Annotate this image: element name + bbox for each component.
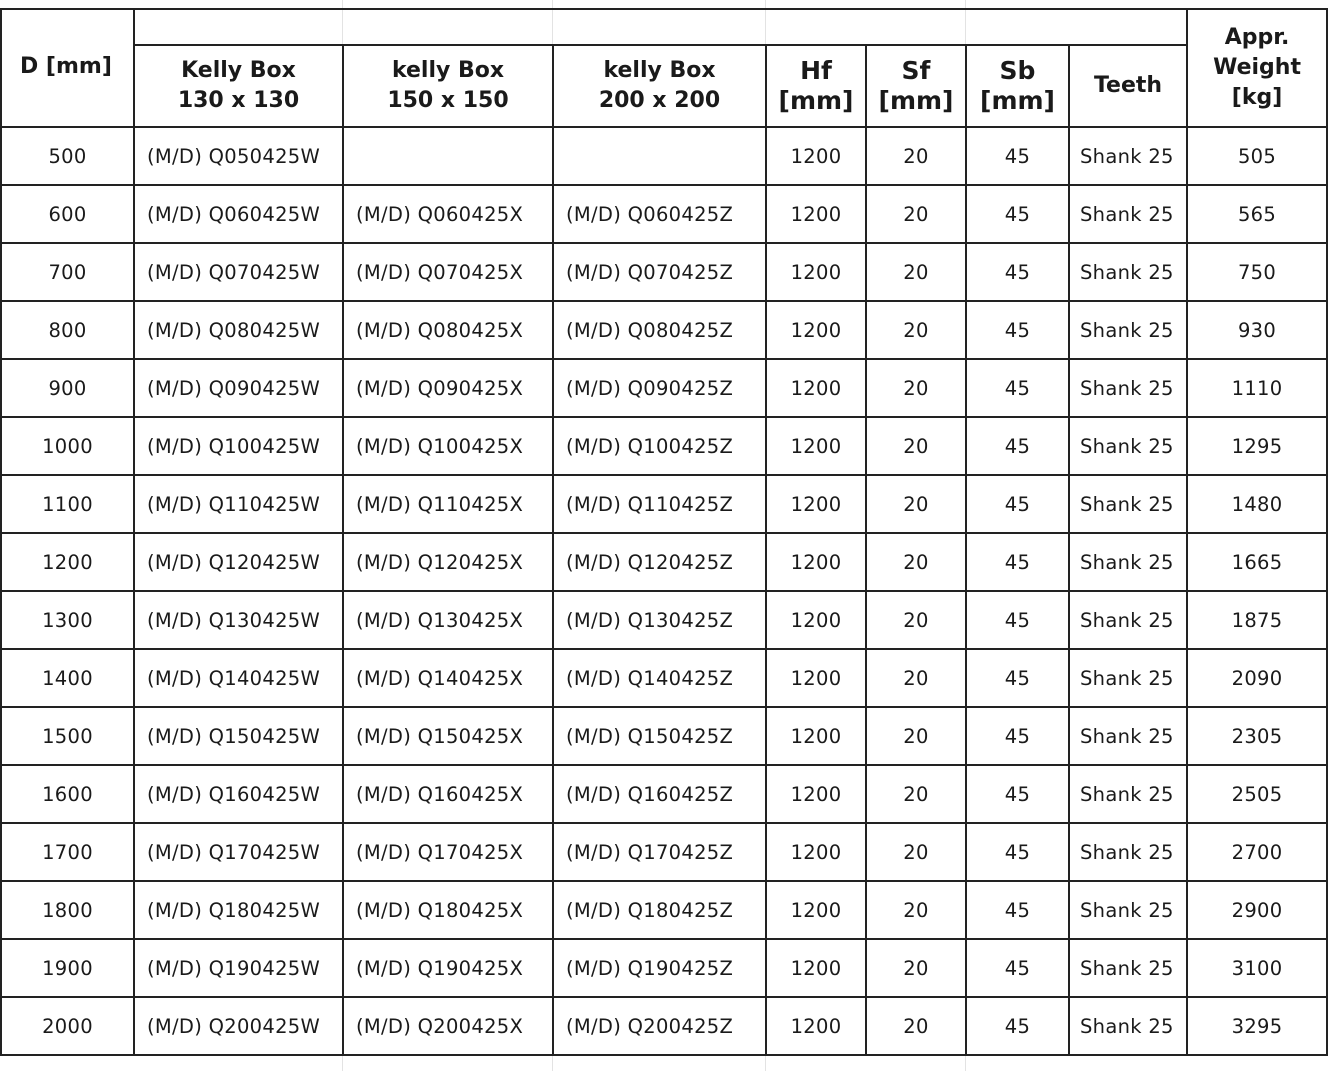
cell-sf: 20	[866, 765, 966, 823]
cell-weight: 1875	[1187, 591, 1327, 649]
drill-bucket-spec-table	[0, 8, 1328, 1056]
cell-teeth: Shank 25	[1069, 301, 1187, 359]
header-kelly-150-line2: 150 x 150	[387, 88, 509, 113]
cell-kelly-130-code: (M/D) Q180425W	[134, 881, 343, 939]
cell-hf: 1200	[766, 127, 866, 185]
cell-kelly-150-code: (M/D) Q200425X	[343, 997, 553, 1055]
cell-weight: 1110	[1187, 359, 1327, 417]
cell-teeth: Shank 25	[1069, 823, 1187, 881]
cell-sf: 20	[866, 591, 966, 649]
cell-diameter: 1100	[1, 475, 134, 533]
cell-kelly-200-code	[553, 127, 766, 185]
cell-kelly-130-code: (M/D) Q060425W	[134, 185, 343, 243]
cell-diameter: 1300	[1, 591, 134, 649]
cell-teeth: Shank 25	[1069, 127, 1187, 185]
table-row	[1, 475, 1327, 533]
cell-hf: 1200	[766, 823, 866, 881]
table-body	[1, 127, 1327, 1055]
cell-kelly-200-code: (M/D) Q200425Z	[553, 997, 766, 1055]
cell-kelly-150-code	[343, 127, 553, 185]
cell-kelly-200-code: (M/D) Q070425Z	[553, 243, 766, 301]
cell-sb: 45	[966, 301, 1069, 359]
cell-teeth: Shank 25	[1069, 243, 1187, 301]
cell-sb: 45	[966, 649, 1069, 707]
cell-sf: 20	[866, 939, 966, 997]
cell-kelly-150-code: (M/D) Q070425X	[343, 243, 553, 301]
cell-sb: 45	[966, 417, 1069, 475]
header-diameter-label: D [mm]	[20, 54, 112, 79]
cell-kelly-130-code: (M/D) Q140425W	[134, 649, 343, 707]
cell-teeth: Shank 25	[1069, 475, 1187, 533]
cell-kelly-150-code: (M/D) Q170425X	[343, 823, 553, 881]
cell-kelly-150-code: (M/D) Q100425X	[343, 417, 553, 475]
header-hf	[766, 45, 866, 127]
cell-hf: 1200	[766, 243, 866, 301]
cell-kelly-150-code: (M/D) Q110425X	[343, 475, 553, 533]
cell-kelly-130-code: (M/D) Q110425W	[134, 475, 343, 533]
header-sf	[866, 45, 966, 127]
cell-kelly-150-code: (M/D) Q190425X	[343, 939, 553, 997]
cell-diameter: 900	[1, 359, 134, 417]
cell-kelly-130-code: (M/D) Q200425W	[134, 997, 343, 1055]
cell-weight: 3100	[1187, 939, 1327, 997]
cell-diameter: 700	[1, 243, 134, 301]
cell-kelly-150-code: (M/D) Q060425X	[343, 185, 553, 243]
cell-teeth: Shank 25	[1069, 997, 1187, 1055]
table-row	[1, 185, 1327, 243]
cell-kelly-150-code: (M/D) Q120425X	[343, 533, 553, 591]
cell-sb: 45	[966, 359, 1069, 417]
header-kelly-130-line2: 130 x 130	[177, 88, 300, 113]
cell-sb: 45	[966, 533, 1069, 591]
cell-hf: 1200	[766, 591, 866, 649]
table-row	[1, 997, 1327, 1055]
cell-weight: 2505	[1187, 765, 1327, 823]
cell-hf: 1200	[766, 185, 866, 243]
cell-kelly-200-code: (M/D) Q140425Z	[553, 649, 766, 707]
cell-kelly-130-code: (M/D) Q130425W	[134, 591, 343, 649]
cell-hf: 1200	[766, 533, 866, 591]
cell-weight: 750	[1187, 243, 1327, 301]
cell-kelly-150-code: (M/D) Q140425X	[343, 649, 553, 707]
cell-diameter: 1400	[1, 649, 134, 707]
table-row	[1, 939, 1327, 997]
cell-diameter: 600	[1, 185, 134, 243]
cell-kelly-200-code: (M/D) Q130425Z	[553, 591, 766, 649]
table-row	[1, 881, 1327, 939]
cell-kelly-130-code: (M/D) Q070425W	[134, 243, 343, 301]
table-row	[1, 649, 1327, 707]
cell-diameter: 1700	[1, 823, 134, 881]
header-kelly-130-line1: Kelly Box	[181, 58, 296, 83]
cell-teeth: Shank 25	[1069, 185, 1187, 243]
cell-teeth: Shank 25	[1069, 939, 1187, 997]
cell-kelly-200-code: (M/D) Q160425Z	[553, 765, 766, 823]
table-row	[1, 765, 1327, 823]
cell-sf: 20	[866, 243, 966, 301]
table-row	[1, 533, 1327, 591]
cell-kelly-200-code: (M/D) Q120425Z	[553, 533, 766, 591]
cell-diameter: 1800	[1, 881, 134, 939]
cell-kelly-150-code: (M/D) Q130425X	[343, 591, 553, 649]
cell-kelly-130-code: (M/D) Q090425W	[134, 359, 343, 417]
cell-kelly-130-code: (M/D) Q190425W	[134, 939, 343, 997]
header-hf-line1: Hf	[800, 56, 832, 85]
header-sb-line1: Sb	[999, 56, 1036, 85]
table-row	[1, 243, 1327, 301]
cell-weight: 2305	[1187, 707, 1327, 765]
cell-diameter: 800	[1, 301, 134, 359]
cell-hf: 1200	[766, 939, 866, 997]
cell-hf: 1200	[766, 301, 866, 359]
cell-sf: 20	[866, 359, 966, 417]
cell-hf: 1200	[766, 881, 866, 939]
cell-sf: 20	[866, 649, 966, 707]
cell-weight: 2090	[1187, 649, 1327, 707]
cell-weight: 2700	[1187, 823, 1327, 881]
cell-kelly-150-code: (M/D) Q150425X	[343, 707, 553, 765]
cell-kelly-200-code: (M/D) Q090425Z	[553, 359, 766, 417]
table-row	[1, 823, 1327, 881]
cell-kelly-130-code: (M/D) Q160425W	[134, 765, 343, 823]
header-teeth	[1069, 45, 1187, 127]
cell-sf: 20	[866, 997, 966, 1055]
cell-sb: 45	[966, 475, 1069, 533]
cell-teeth: Shank 25	[1069, 359, 1187, 417]
cell-sf: 20	[866, 881, 966, 939]
cell-teeth: Shank 25	[1069, 591, 1187, 649]
cell-weight: 2900	[1187, 881, 1327, 939]
header-sf-line1: Sf	[901, 56, 931, 85]
cell-weight: 930	[1187, 301, 1327, 359]
header-sb	[966, 45, 1069, 127]
header-kelly-150	[343, 45, 553, 127]
cell-kelly-150-code: (M/D) Q090425X	[343, 359, 553, 417]
cell-sb: 45	[966, 823, 1069, 881]
cell-sf: 20	[866, 185, 966, 243]
table-row	[1, 417, 1327, 475]
cell-hf: 1200	[766, 475, 866, 533]
cell-diameter: 2000	[1, 997, 134, 1055]
cell-diameter: 1200	[1, 533, 134, 591]
cell-hf: 1200	[766, 649, 866, 707]
cell-kelly-130-code: (M/D) Q100425W	[134, 417, 343, 475]
header-sf-line2: [mm]	[878, 86, 954, 115]
cell-weight: 3295	[1187, 997, 1327, 1055]
cell-teeth: Shank 25	[1069, 765, 1187, 823]
cell-sb: 45	[966, 185, 1069, 243]
header-kelly-200-line2: 200 x 200	[598, 88, 721, 113]
cell-kelly-150-code: (M/D) Q160425X	[343, 765, 553, 823]
cell-kelly-130-code: (M/D) Q080425W	[134, 301, 343, 359]
cell-kelly-200-code: (M/D) Q080425Z	[553, 301, 766, 359]
cell-kelly-130-code: (M/D) Q170425W	[134, 823, 343, 881]
cell-hf: 1200	[766, 765, 866, 823]
header-kelly-200-line1: kelly Box	[603, 58, 716, 83]
cell-sb: 45	[966, 243, 1069, 301]
cell-sf: 20	[866, 301, 966, 359]
cell-kelly-150-code: (M/D) Q180425X	[343, 881, 553, 939]
cell-sf: 20	[866, 707, 966, 765]
cell-sb: 45	[966, 939, 1069, 997]
header-weight-line2: Weight	[1213, 55, 1301, 80]
cell-kelly-200-code: (M/D) Q100425Z	[553, 417, 766, 475]
header-weight	[1187, 9, 1327, 127]
cell-sf: 20	[866, 127, 966, 185]
cell-teeth: Shank 25	[1069, 533, 1187, 591]
cell-teeth: Shank 25	[1069, 881, 1187, 939]
header-weight-line3: [kg]	[1231, 85, 1283, 110]
header-kelly-150-line1: kelly Box	[391, 58, 505, 83]
cell-sf: 20	[866, 823, 966, 881]
header-hf-line2: [mm]	[778, 86, 854, 115]
cell-teeth: Shank 25	[1069, 649, 1187, 707]
cell-kelly-200-code: (M/D) Q190425Z	[553, 939, 766, 997]
cell-hf: 1200	[766, 707, 866, 765]
cell-teeth: Shank 25	[1069, 707, 1187, 765]
cell-kelly-130-code: (M/D) Q120425W	[134, 533, 343, 591]
cell-teeth: Shank 25	[1069, 417, 1187, 475]
cell-diameter: 1500	[1, 707, 134, 765]
header-top-row	[1, 9, 1327, 45]
cell-sb: 45	[966, 997, 1069, 1055]
cell-hf: 1200	[766, 997, 866, 1055]
cell-sb: 45	[966, 707, 1069, 765]
table-row	[1, 127, 1327, 185]
cell-weight: 1665	[1187, 533, 1327, 591]
cell-diameter: 1600	[1, 765, 134, 823]
cell-hf: 1200	[766, 359, 866, 417]
cell-weight: 505	[1187, 127, 1327, 185]
cell-sb: 45	[966, 591, 1069, 649]
cell-kelly-150-code: (M/D) Q080425X	[343, 301, 553, 359]
cell-weight: 565	[1187, 185, 1327, 243]
cell-diameter: 500	[1, 127, 134, 185]
cell-kelly-200-code: (M/D) Q150425Z	[553, 707, 766, 765]
header-kelly-130	[134, 45, 343, 127]
cell-sf: 20	[866, 475, 966, 533]
cell-sf: 20	[866, 533, 966, 591]
table-row	[1, 591, 1327, 649]
table-row	[1, 359, 1327, 417]
cell-kelly-130-code: (M/D) Q150425W	[134, 707, 343, 765]
header-spacer	[134, 9, 1187, 45]
cell-kelly-200-code: (M/D) Q110425Z	[553, 475, 766, 533]
cell-sb: 45	[966, 765, 1069, 823]
cell-diameter: 1000	[1, 417, 134, 475]
header-row	[1, 45, 1327, 127]
cell-sb: 45	[966, 127, 1069, 185]
header-sb-line2: [mm]	[980, 86, 1055, 115]
cell-kelly-130-code: (M/D) Q050425W	[134, 127, 343, 185]
table-row	[1, 707, 1327, 765]
header-kelly-200	[553, 45, 766, 127]
table-row	[1, 301, 1327, 359]
cell-sf: 20	[866, 417, 966, 475]
header-weight-line1: Appr.	[1224, 25, 1290, 50]
cell-kelly-200-code: (M/D) Q180425Z	[553, 881, 766, 939]
cell-sb: 45	[966, 881, 1069, 939]
header-diameter	[1, 9, 134, 127]
cell-weight: 1480	[1187, 475, 1327, 533]
cell-diameter: 1900	[1, 939, 134, 997]
header-teeth-label: Teeth	[1093, 73, 1163, 98]
cell-kelly-200-code: (M/D) Q170425Z	[553, 823, 766, 881]
cell-hf: 1200	[766, 417, 866, 475]
cell-weight: 1295	[1187, 417, 1327, 475]
cell-kelly-200-code: (M/D) Q060425Z	[553, 185, 766, 243]
